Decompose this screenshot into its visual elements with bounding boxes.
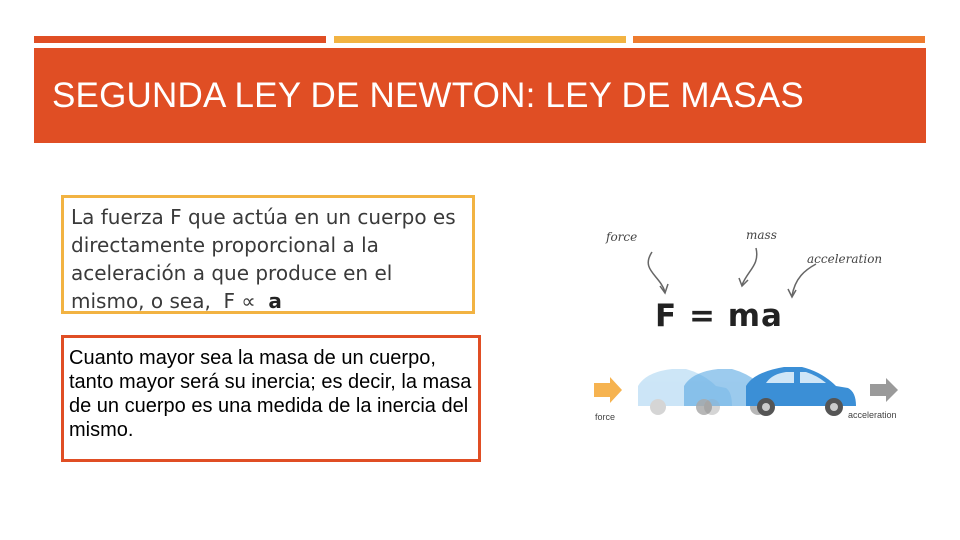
top-stripe-yellow: [334, 36, 626, 43]
arrow-right-icon: [870, 378, 898, 402]
curved-arrow-icon: [648, 252, 665, 292]
title-band: [34, 48, 926, 143]
inertia-text: Cuanto mayor sea la masa de un cuerpo, tanto mayor será su inercia; es decir, la masa de un cuerpo es una medida de la inercia del mismo.: [69, 347, 472, 441]
top-stripe-red: [34, 36, 326, 43]
curved-arrow-icon: [742, 248, 757, 285]
slide-title: SEGUNDA LEY DE NEWTON: LEY DE MASAS: [52, 75, 804, 115]
inertia-box: [61, 335, 481, 462]
definition-text-block: [71, 203, 471, 315]
equation: F = ma: [655, 298, 783, 334]
label-mass: mass: [746, 228, 777, 242]
definition-formula: [217, 289, 282, 313]
car-label-force: force: [595, 412, 616, 422]
label-force: force: [606, 230, 638, 244]
top-stripe-orange: [633, 36, 925, 43]
label-acceleration: acceleration: [807, 252, 883, 266]
definition-text: La fuerza F que actúa en un cuerpo es directamente proporcional a la aceleración a que produce en el mismo, o sea,: [71, 205, 456, 313]
car-label-acceleration: acceleration: [848, 410, 897, 420]
formula-left: F ∝: [223, 289, 256, 313]
formula-right: a: [268, 289, 282, 313]
car-motion-illustration: [594, 367, 898, 416]
definition-box: [61, 195, 475, 314]
car-icon: [746, 367, 856, 416]
newton-diagram: [580, 220, 920, 435]
arrow-right-icon: [594, 377, 622, 403]
